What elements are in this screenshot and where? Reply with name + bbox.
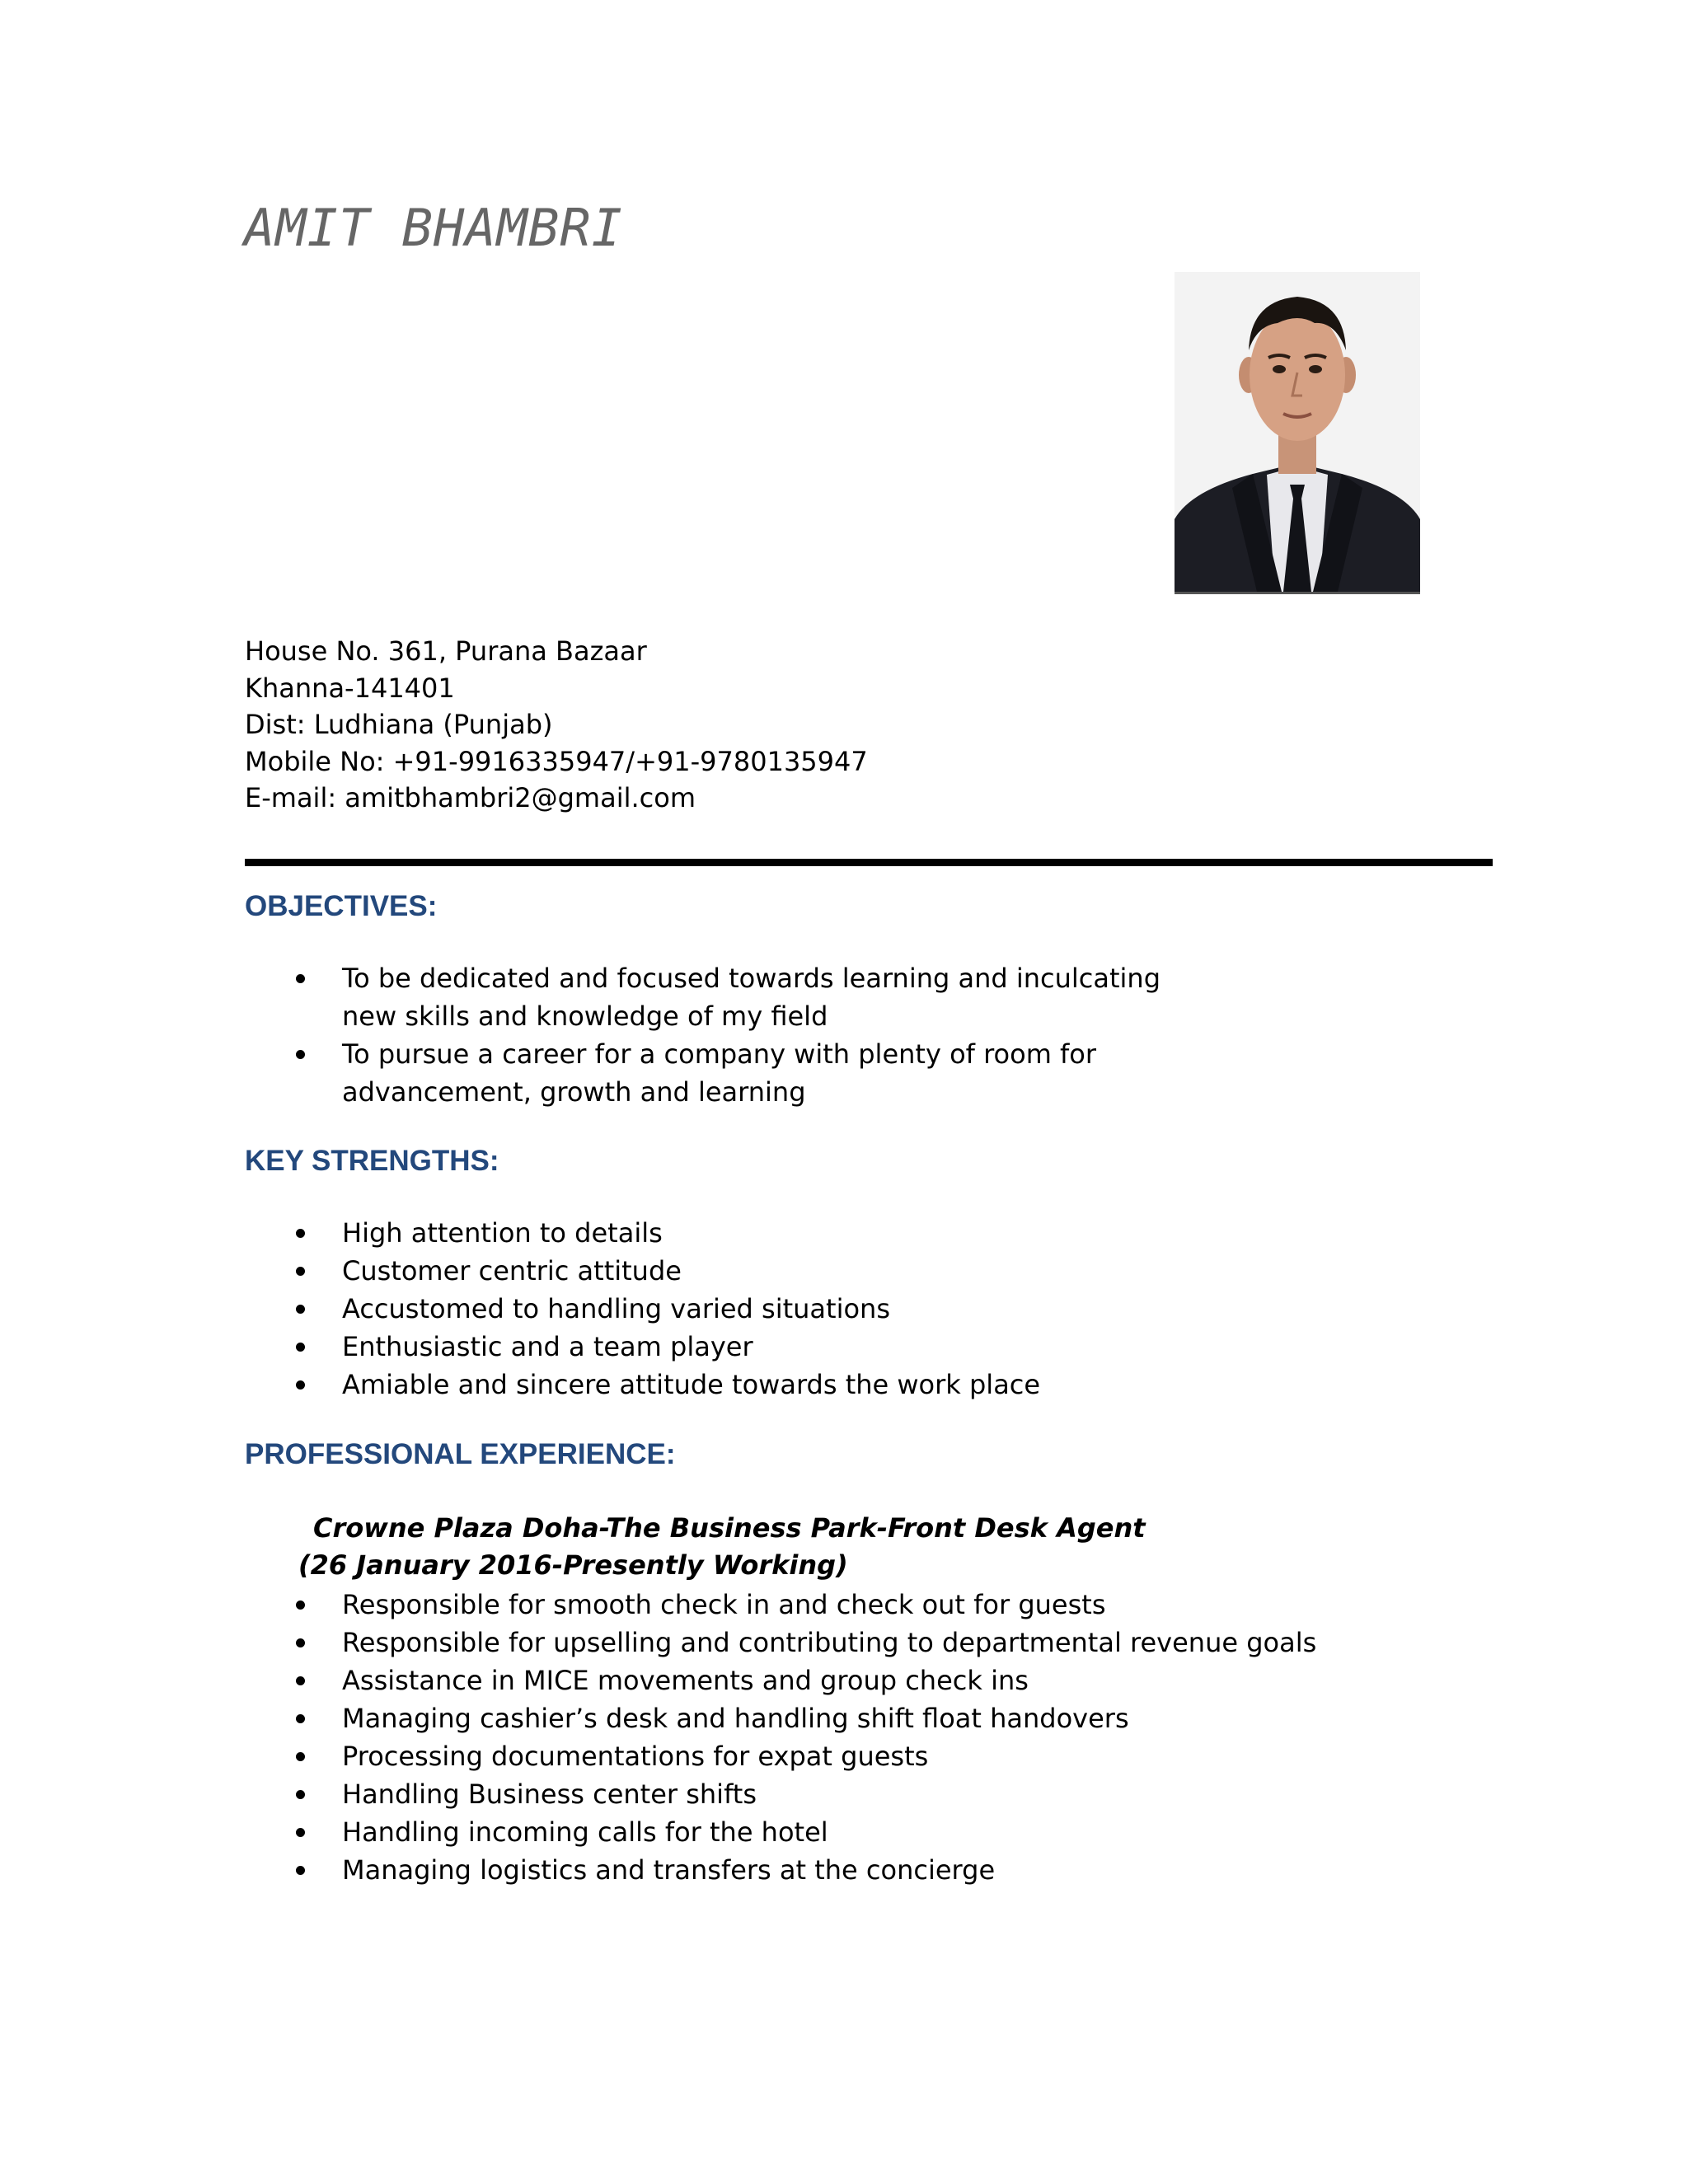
section-divider	[245, 859, 1493, 866]
list-item: Managing logistics and transfers at the concierge	[0, 1851, 1316, 1889]
list-item: Customer centric attitude	[0, 1252, 1040, 1290]
list-item: Amiable and sincere attitude towards the work place	[0, 1366, 1040, 1404]
candidate-name: AMIT BHAMBRI	[244, 198, 623, 258]
address-line: House No. 361, Purana Bazaar	[245, 635, 647, 667]
list-item: To be dedicated and focused towards learning and inculcating	[0, 959, 1160, 997]
email-line: E-mail: amitbhambri2@gmail.com	[245, 782, 696, 813]
list-item: Handling incoming calls for the hotel	[0, 1813, 1316, 1851]
strengths-heading: KEY STRENGTHS:	[245, 1145, 499, 1177]
list-item: Accustomed to handling varied situations	[0, 1290, 1040, 1328]
list-item: Managing cashier’s desk and handling shift float handovers	[0, 1699, 1316, 1737]
experience-heading: PROFESSIONAL EXPERIENCE:	[245, 1438, 676, 1470]
list-item: High attention to details	[0, 1214, 1040, 1252]
strengths-list	[0, 1214, 1040, 1404]
list-item: Handling Business center shifts	[0, 1775, 1316, 1813]
contact-block	[245, 633, 868, 817]
list-item: To pursue a career for a company with plenty of room for	[0, 1035, 1160, 1073]
postal-line: Khanna-141401	[245, 672, 455, 704]
list-item-continuation: new skills and knowledge of my field	[342, 1001, 828, 1032]
list-item-continuation: advancement, growth and learning	[342, 1076, 806, 1108]
mobile-line: Mobile No: +91-9916335947/+91-9780135947	[245, 745, 868, 777]
objectives-list	[0, 959, 1160, 1111]
list-item: Enthusiastic and a team player	[0, 1328, 1040, 1366]
experience-list	[0, 1586, 1316, 1889]
objectives-heading: OBJECTIVES:	[245, 890, 438, 922]
list-item: Responsible for smooth check in and check out for guests	[0, 1586, 1316, 1624]
list-item: Responsible for upselling and contributing to departmental revenue goals	[0, 1624, 1316, 1661]
profile-photo	[1175, 272, 1420, 594]
list-item: Assistance in MICE movements and group check ins	[0, 1661, 1316, 1699]
job-dates: (26 January 2016-Presently Working)	[298, 1549, 848, 1581]
list-item: Processing documentations for expat guests	[0, 1737, 1316, 1775]
district-line: Dist: Ludhiana (Punjab)	[245, 709, 553, 740]
job-title: Crowne Plaza Doha-The Business Park-Front Desk Agent	[313, 1512, 1146, 1544]
